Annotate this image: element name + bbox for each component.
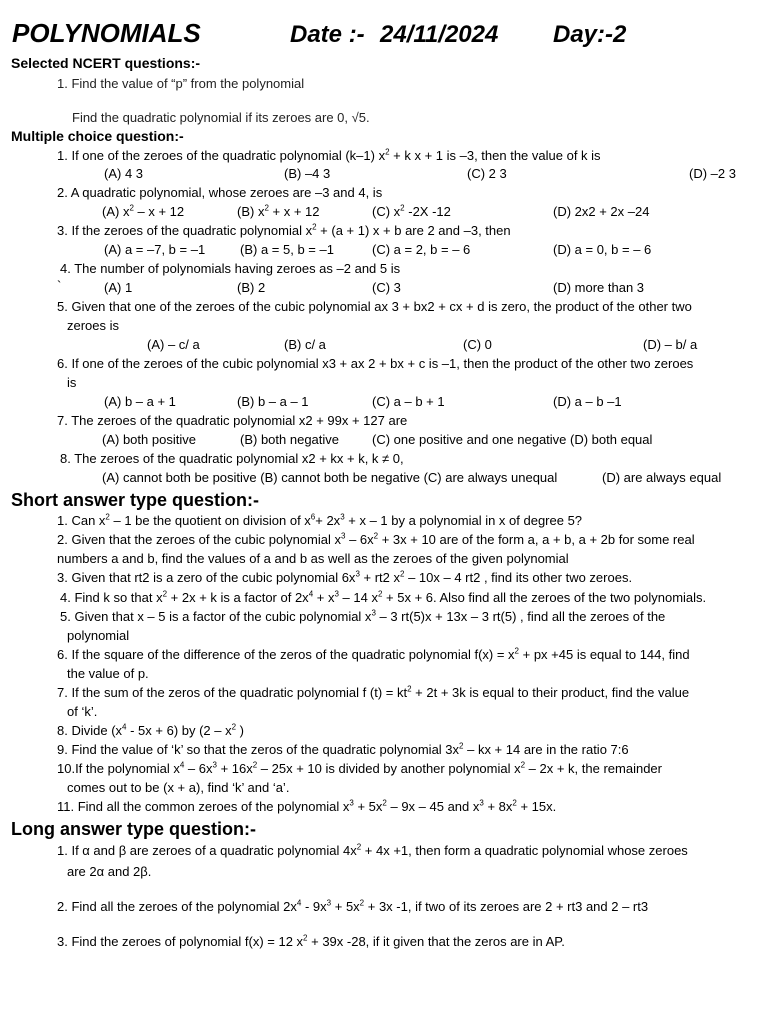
mcq-option: (D) a – b –1 xyxy=(553,394,622,409)
short-question-1: 1. Can $x^2 - 1$ be the quotient on division of $x^6+ 2x^3 + x - 1$ by a polynomial in x of degree 5? xyxy=(57,512,583,528)
short-question-7-cont: of ‘k’. xyxy=(67,704,98,719)
mcq-question-5-cont: zeroes is xyxy=(67,318,120,333)
long-question-2: 2. Find all the zeroes of the polynomial $2x^4 - 9x^3 + 5x^2 + 3x$ -1, if two of its zeroes are 2 + rt3 and 2 – rt3 xyxy=(57,898,649,914)
mcq-question-7: 7. The zeroes of the quadratic polynomial x2 + 99x + 127 are xyxy=(57,413,408,428)
mcq-heading: Multiple choice question:- xyxy=(11,128,184,144)
mcq-option: (A) both positive xyxy=(102,432,196,447)
short-question-4: 4. Find k so that $x^2 + 2x + k$ is a factor of $2x^4 + x^3 - 14$ $x^2 + 5x + 6$. Also find all the zeroes of the two polynomials. xyxy=(60,589,707,605)
mcq-option: (B) b – a – 1 xyxy=(237,394,309,409)
mcq-option: (C) 3 xyxy=(372,280,401,295)
page-title: POLYNOMIALS xyxy=(12,18,201,48)
short-question-6-cont: the value of p. xyxy=(67,666,149,681)
mcq-option: (D) are always equal xyxy=(602,470,722,485)
mcq-option: (A) a = –7, b = –1 xyxy=(104,242,206,257)
short-question-6: 6. If the square of the difference of the zeros of the quadratic polynomial $f(x) = x^2$ + px +45 is equal to 144, find xyxy=(57,646,690,662)
short-question-10-cont: comes out to be (x + a), find ‘k’ and ‘a’. xyxy=(67,780,290,795)
mcq-question-6: 6. If one of the zeroes of the cubic polynomial x3 + ax 2 + bx + c is –1, then the product of the other two zeroes xyxy=(57,356,694,371)
short-question-2-cont: numbers a and b, find the values of a and b as well as the zeroes of the given polynomial xyxy=(57,551,569,566)
mcq-option: (C) 0 xyxy=(463,337,492,352)
mcq-question-6-cont: is xyxy=(67,375,77,390)
mcq-question-4: 4. The number of polynomials having zeroes as –2 and 5 is xyxy=(60,261,401,276)
short-question-5-cont: polynomial xyxy=(67,628,130,643)
date-value: 24/11/2024 xyxy=(380,21,499,48)
mcq-option: (C) 2 3 xyxy=(467,166,507,181)
mcq-option: (A) $x^2 - x + 12$ xyxy=(102,203,185,219)
mcq-question-1: 1. If one of the zeroes of the quadratic polynomial (k–1) $x^2 + k$ x + 1 is –3, then the value of k is xyxy=(57,147,601,163)
long-answer-heading: Long answer type question:- xyxy=(11,819,257,839)
long-question-1-cont: are 2α and 2β. xyxy=(67,864,152,879)
short-question-10: 10.If the polynomial $x^4 - 6x^3 + 16x^2 - 25x + 10$ is divided by another polynomial $x^2 - 2x + k$, the remainder xyxy=(57,760,662,776)
short-question-5: 5. Given that x – 5 is a factor of the cubic polynomial $x^3 - 3$ rt(5)x + 13x – 3 rt(5) , find all the zeroes of the xyxy=(60,608,666,624)
mcq-option: (D) –2 3 xyxy=(689,166,736,181)
mcq-option: (B) a = 5, b = –1 xyxy=(240,242,334,257)
mcq-option: (A) – c/ a xyxy=(147,337,200,352)
mcq-option: (B) c/ a xyxy=(284,337,326,352)
ncert-question-2: Find the quadratic polynomial if its zeroes are 0, √5. xyxy=(72,110,370,125)
mcq-option: (C) a = 2, b = – 6 xyxy=(372,242,471,257)
mcq-question-3: 3. If the zeroes of the quadratic polynomial $x^2 + (a + 1) x + b$ are 2 and –3, then xyxy=(57,222,511,238)
short-answer-heading: Short answer type question:- xyxy=(11,490,260,510)
short-question-2: 2. Given that the zeroes of the cubic polynomial $x^3 - 6x^2 + 3x + 10$ are of the form a, a + b, a + 2b for some real xyxy=(57,531,695,547)
mcq-question-8: 8. The zeroes of the quadratic polynomial x2 + kx + k, k ≠ 0, xyxy=(60,451,404,466)
mcq-option: (B) both negative xyxy=(240,432,340,447)
ncert-heading: Selected NCERT questions:- xyxy=(11,55,201,71)
mcq-option: (C) one positive and one negative (D) both equal xyxy=(372,432,653,447)
stray-mark: ` xyxy=(57,278,62,293)
mcq-option: (D) more than 3 xyxy=(553,280,645,295)
mcq-option: (D) 2x2 + 2x –24 xyxy=(553,204,650,219)
short-question-3: 3. Given that rt2 is a zero of the cubic polynomial $6x^3 + rt2$ $x^2 - 10x - 4$ rt2 , find its other two zeroes. xyxy=(57,569,633,585)
mcq-option: (B) 2 xyxy=(237,280,266,295)
short-question-8: 8. Divide $(x^4 - 5x + 6)$ by ($2 - x^2$ ) xyxy=(57,722,245,738)
mcq-option: (A) cannot both be positive (B) cannot both be negative (C) are always unequal xyxy=(102,470,558,485)
mcq-option: (B) $x^2 + x + 12$ xyxy=(237,203,320,219)
mcq-question-5: 5. Given that one of the zeroes of the cubic polynomial ax 3 + bx2 + cx + d is zero, the product of the other two xyxy=(57,299,692,314)
mcq-option: (C) a – b + 1 xyxy=(372,394,445,409)
mcq-option: (A) 1 xyxy=(104,280,133,295)
short-question-11: 11. Find all the common zeroes of the polynomial $x^3 + 5x^2 - 9x - 45$ and $x^3 + 8x^2 + 15x$. xyxy=(57,798,557,814)
date-label: Date :- xyxy=(290,21,365,48)
mcq-option: (A) 4 3 xyxy=(104,166,144,181)
long-question-3: 3. Find the zeroes of polynomial f(x) = 12 $x^2 + 39x$ -28, if it given that the zeros are in AP. xyxy=(57,933,565,949)
mcq-option: (B) –4 3 xyxy=(284,166,331,181)
mcq-option: (D) – b/ a xyxy=(643,337,698,352)
long-question-1: 1. If α and β are zeroes of a quadratic polynomial $4x^2 + 4x +1$, then form a quadratic polynomial whose zeroes xyxy=(57,842,688,858)
mcq-option: (D) a = 0, b = – 6 xyxy=(553,242,652,257)
mcq-option: (C) $x^2$ -2X -12 xyxy=(372,203,451,219)
short-question-9: 9. Find the value of ‘k’ so that the zeros of the quadratic polynomial $3x^2$ – kx + 14 are in the ratio 7:6 xyxy=(57,741,629,757)
ncert-question-1: 1. Find the value of “p” from the polynomial xyxy=(57,76,305,91)
day-label: Day:-2 xyxy=(553,21,627,48)
short-question-7: 7. If the sum of the zeros of the quadratic polynomial f $(t) = kt^2 + 2t + 3k$ is equal to their product, find the value xyxy=(57,684,690,700)
mcq-option: (A) b – a + 1 xyxy=(104,394,176,409)
mcq-question-2: 2. A quadratic polynomial, whose zeroes are –3 and 4, is xyxy=(57,185,383,200)
